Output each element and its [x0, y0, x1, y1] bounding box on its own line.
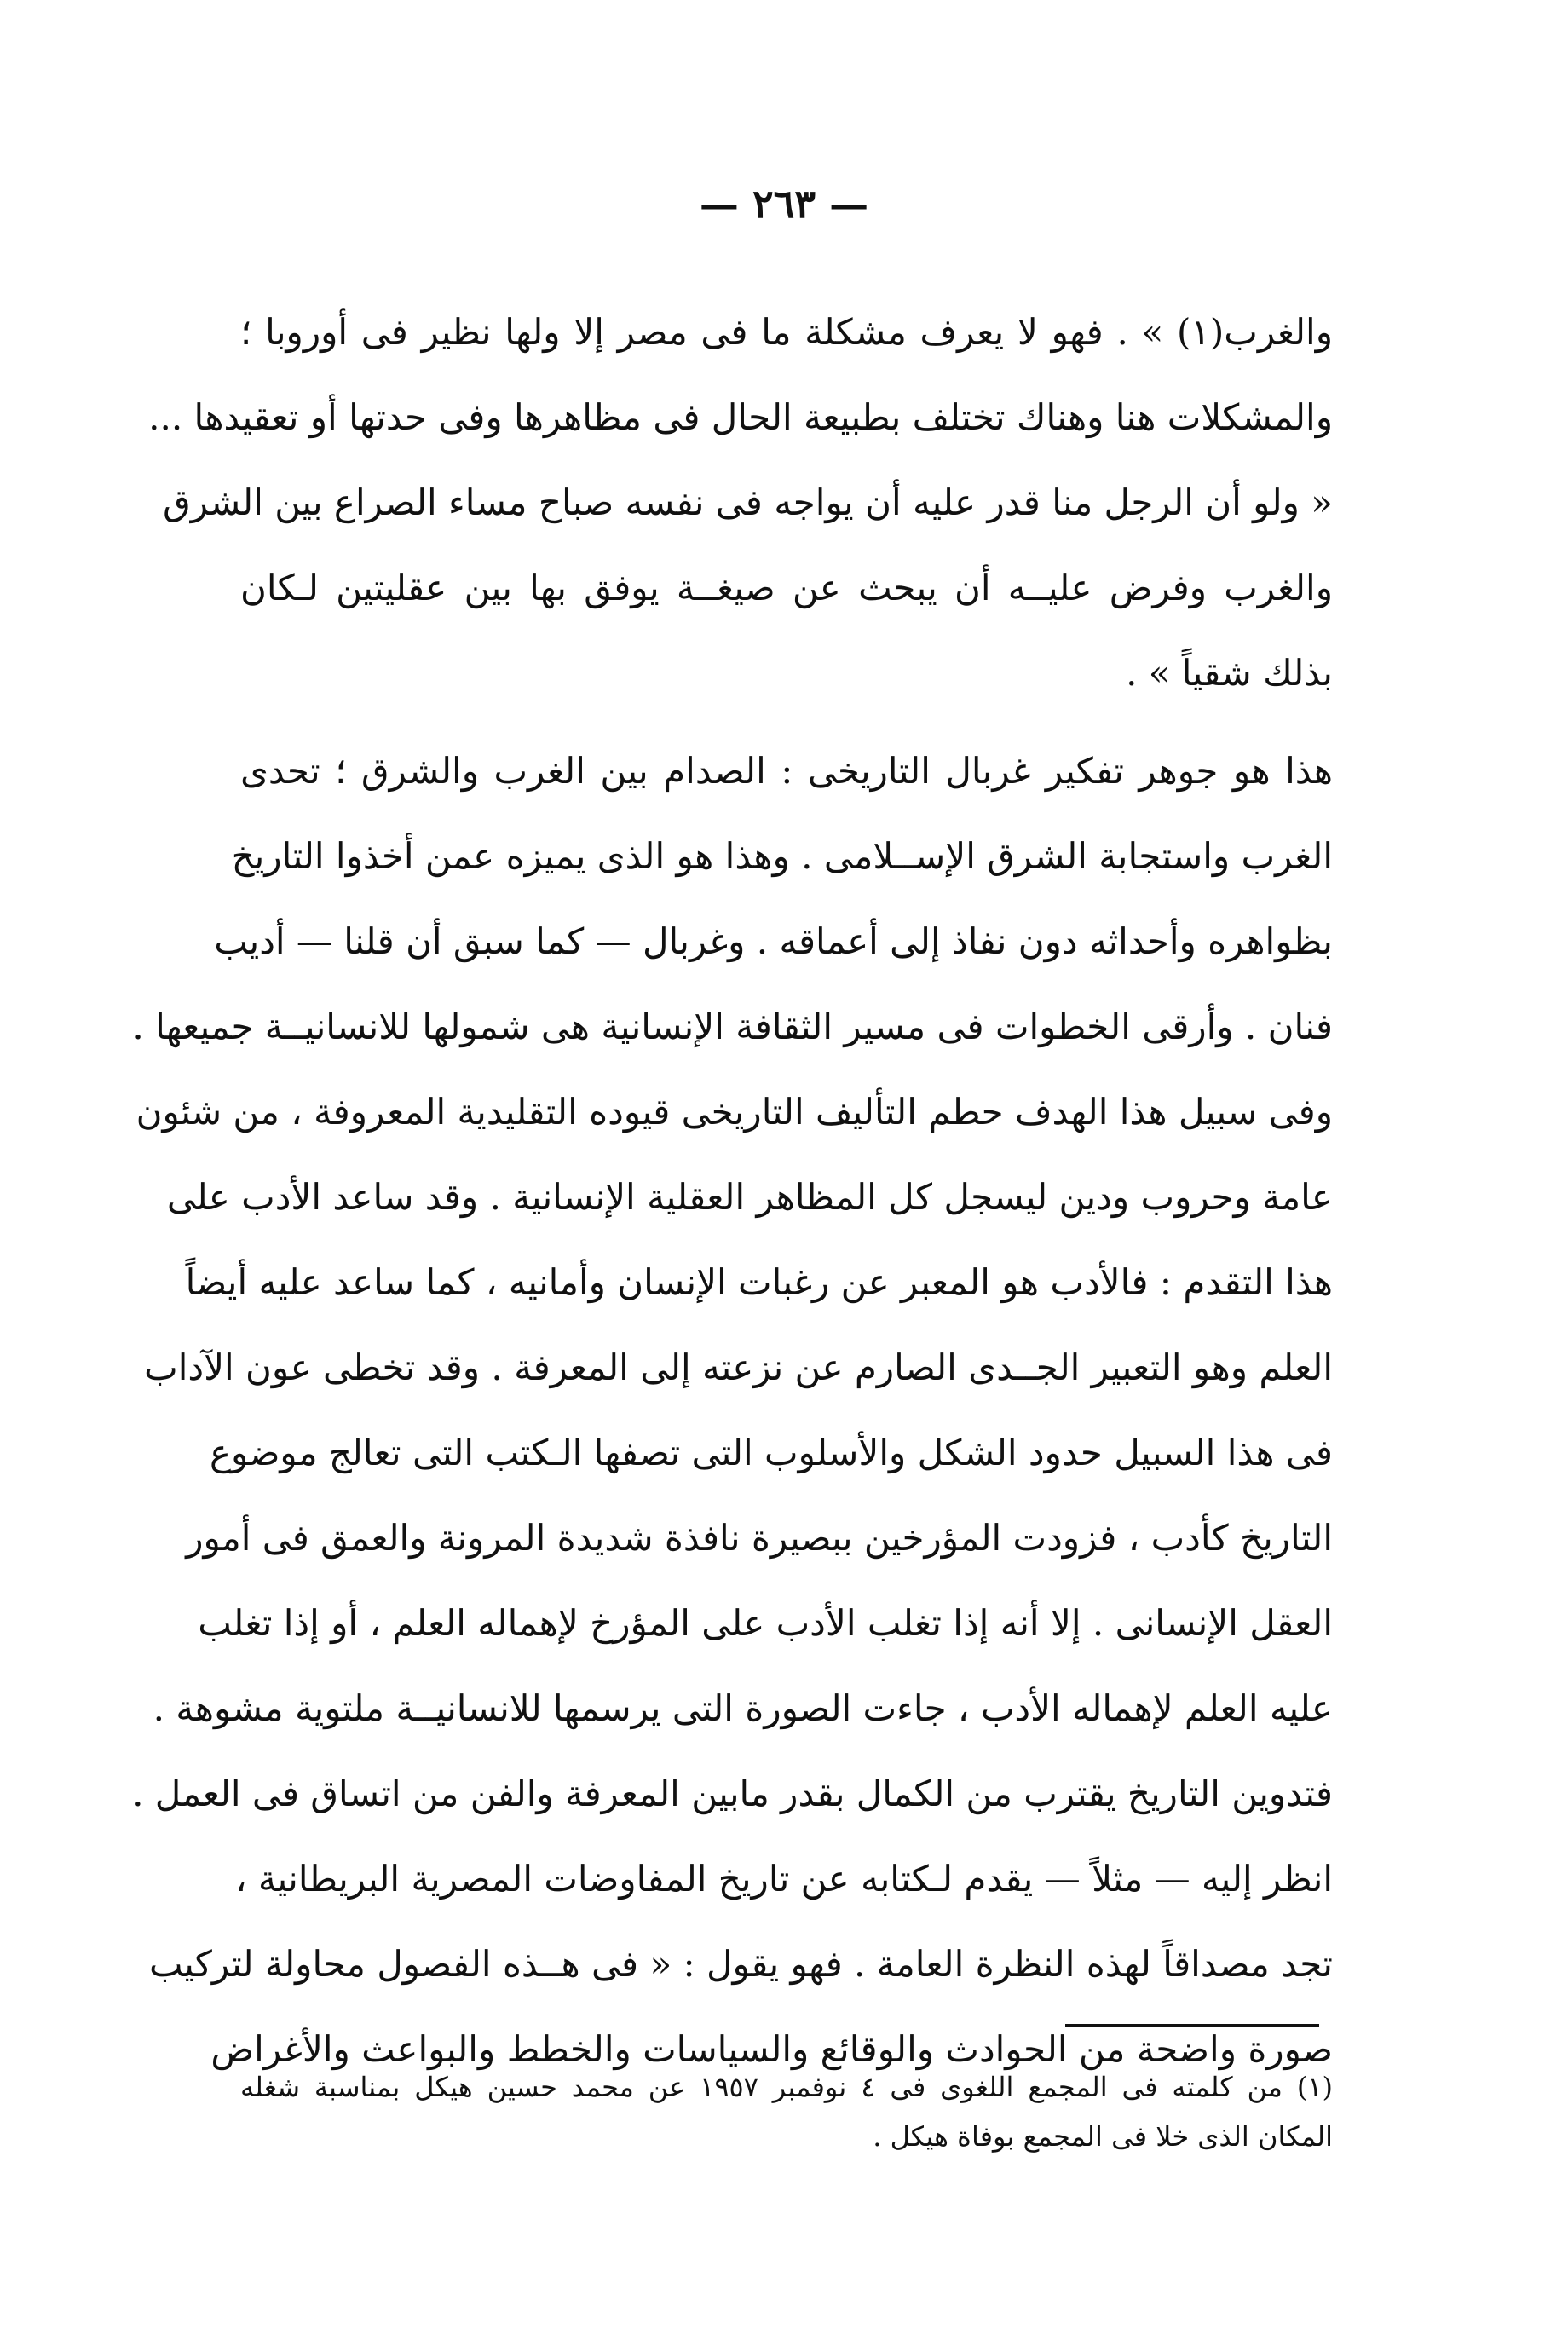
text-line: العلم وهو التعبير الجــدى الصارم عن نزعته إلى المعرفة . وقد تخطى عون الآداب: [144, 1346, 1333, 1388]
text-line: تجد مصداقاً لهذه النظرة العامة . فهو يقول : « فى هــذه الفصول محاولة لتركيب: [148, 1943, 1333, 1985]
text-line: صورة واضحة من الحوادث والوقائع والسياسات والخطط والبواعث والأغراض: [210, 2028, 1333, 2070]
text-line: فنان . وأرقى الخطوات فى مسير الثقافة الإنسانية هى شمولها للانسانيــة جميعها .: [132, 1006, 1333, 1047]
footnote-divider: [1065, 2024, 1319, 2027]
text-line: والغرب(١) » . فهو لا يعرف مشكلة ما فى مصر إلا ولها نظير فى أوروبا ؛: [240, 311, 1333, 353]
text-line: انظر إليه — مثلاً — يقدم لـكتابه عن تاريخ المفاوضات المصرية البريطانية ،: [235, 1858, 1333, 1900]
text-line: والغرب وفرض عليــه أن يبحث عن صيغــة يوفق بها بين عقليتين لـكان: [240, 567, 1333, 608]
text-line: عامة وحروب ودين ليسجل كل المظاهر العقلية الإنسانية . وقد ساعد الأدب على: [166, 1176, 1333, 1218]
text-line: « ولو أن الرجل منا قدر عليه أن يواجه فى نفسه صباح مساء الصراع بين الشرق: [163, 481, 1333, 523]
text-line: عليه العلم لإهماله الأدب ، جاءت الصورة التى يرسمها للانسانيــة ملتوية مشوهة .: [153, 1687, 1333, 1729]
text-line: والمشكلات هنا وهناك تختلف بطبيعة الحال فى مظاهرها وفى حدتها أو تعقيدها ...: [148, 396, 1333, 438]
text-line: فتدوين التاريخ يقترب من الكمال بقدر مابين المعرفة والفن من اتساق فى العمل .: [132, 1773, 1333, 1814]
text-line: وفى سبيل هذا الهدف حطم التأليف التاريخى قيوده التقليدية المعروفة ، من شئون: [135, 1091, 1333, 1133]
text-line: الغرب واستجابة الشرق الإســلامى . وهذا هو الذى يميزه عمن أخذوا التاريخ: [231, 835, 1333, 877]
text-line: هذا التقدم : فالأدب هو المعبر عن رغبات الإنسان وأمانيه ، كما ساعد عليه أيضاً: [185, 1261, 1333, 1303]
page-number: — ٢٦٣ —: [699, 181, 869, 227]
text-line: العقل الإنسانى . إلا أنه إذا تغلب الأدب على المؤرخ لإهماله العلم ، أو إذا تغلب: [198, 1602, 1333, 1644]
text-line: هذا هو جوهر تفكير غربال التاريخى : الصدام بين الغرب والشرق ؛ تحدى: [240, 750, 1333, 792]
text-line: بذلك شقياً » .: [1126, 652, 1333, 694]
footnote-line: المكان الذى خلا فى المجمع بوفاة هيكل .: [873, 2120, 1333, 2153]
paragraph-2: [132, 729, 1333, 2092]
footnote-line: (١) من كلمته فى المجمع اللغوى فى ٤ نوفمبر ١٩٥٧ عن محمد حسين هيكل بمناسبة شغله: [240, 2071, 1334, 2103]
text-line: التاريخ كأدب ، فزودت المؤرخين ببصيرة نافذة شديدة المرونة والعمق فى أمور: [186, 1517, 1333, 1559]
text-line: فى هذا السبيل حدود الشكل والأسلوب التى تصفها الـكتب التى تعالج موضوع: [209, 1432, 1333, 1473]
paragraph-1: [148, 290, 1333, 716]
footnote: [240, 2062, 1333, 2161]
text-line: بظواهره وأحداثه دون نفاذ إلى أعماقه . وغربال — كما سبق أن قلنا — أديب: [214, 920, 1333, 962]
